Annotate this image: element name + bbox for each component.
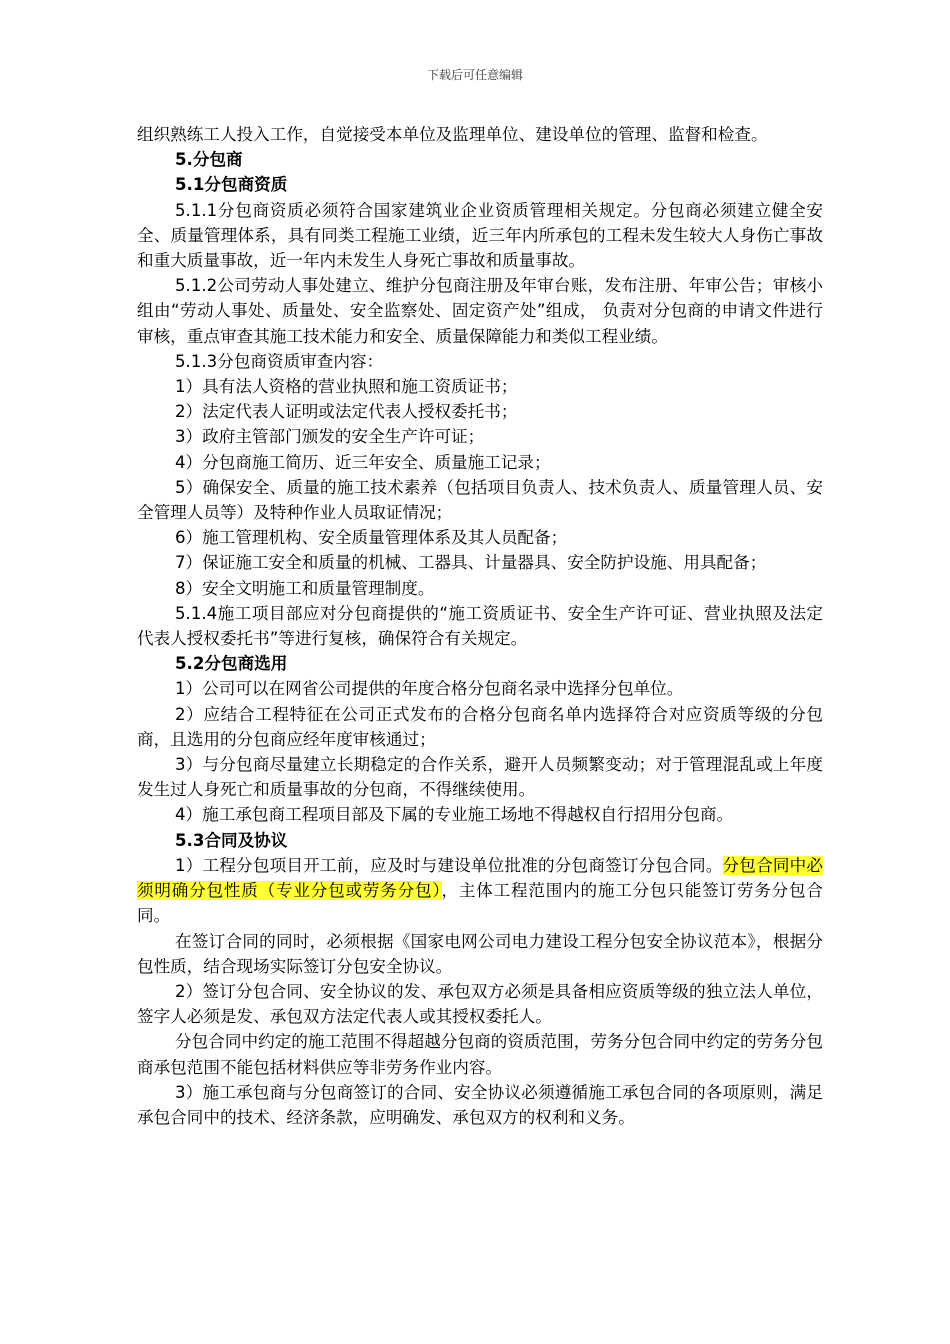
paragraph: 3）与分包商尽量建立长期稳定的合作关系，避开人员频繁变动；对于管理混乱或上年度发生过人身死亡和质量事故的分包商，不得继续使用。 [137,755,823,800]
paragraph: 8）安全文明施工和质量管理制度。 [175,578,435,598]
paragraph: 3）施工承包商与分包商签订的合同、安全协议必须遵循施工承包合同的各项原则，满足承包合同中的技术、经济条款，应明确发、承包双方的权利和义务。 [137,1082,823,1127]
paragraph: 7）保证施工安全和质量的机械、工器具、计量器具、安全防护设施、用具配备； [175,553,767,573]
paragraph: 5.1.2公司劳动人事处建立、维护分包商注册及年审台账，发布注册、年审公告；审核小组由“劳动人事处、质量处、安全监察处、固定资产处”组成， 负责对分包商的申请文件进行审核，重点审查其施工技术能力和安全、质量保障能力和类似工程业绩。 [137,276,823,346]
paragraph: 4）施工承包商工程项目部及下属的专业施工场地不得越权自行招用分包商。 [175,805,734,825]
page-header-note: 下载后可任意编辑 [426,68,523,82]
section-heading: 5.2分包商选用 [175,654,288,674]
section-heading: 5.3合同及协议 [175,830,288,850]
paragraph: 在签订合同的同时，必须根据《国家电网公司电力建设工程分包安全协议范本》，根据分包性质，结合现场实际签订分包安全协议。 [137,931,823,976]
paragraph-text: 1）工程分包项目开工前，应及时与建设单位批准的分包商签订分包合同。 [175,855,723,875]
highlighted-text: 分包合同中必须明确分包性质（专业分包或劳务分包） [137,855,823,901]
paragraph: 6）施工管理机构、安全质量管理体系及其人员配备； [175,528,568,548]
paragraph: 3）政府主管部门颁发的安全生产许可证； [175,427,485,447]
paragraph: 1）具有法人资格的营业执照和施工资质证书； [175,377,518,397]
paragraph: 5.1.1分包商资质必须符合国家建筑业企业资质管理相关规定。分包商必须建立健全安全、质量管理体系，具有同类工程施工业绩，近三年内所承包的工程未发生较大人身伤亡事故和重大质量事故，近一年内未发生人身死亡事故和质量事故。 [137,200,823,271]
paragraph: 组织熟练工人投入工作，自觉接受本单位及监理单位、建设单位的管理、监督和检查。 [137,125,768,144]
paragraph: 2）签订分包合同、安全协议的发、承包双方必须是具备相应资质等级的独立法人单位，签字人必须是发、承包双方法定代表人或其授权委托人。 [137,981,823,1027]
paragraph: 2）法定代表人证明或法定代表人授权委托书； [175,402,518,422]
document-body [137,122,823,1130]
section-heading: 5.1分包商资质 [175,175,288,195]
paragraph: 4）分包商施工简历、近三年安全、质量施工记录； [175,452,551,472]
paragraph [137,853,823,929]
paragraph: 5.1.4施工项目部应对分包商提供的“施工资质证书、安全生产许可证、营业执照及法定代表人授权委托书”等进行复核，确保符合有关规定。 [137,603,823,649]
paragraph: 5）确保安全、质量的施工技术素养（包括项目负责人、技术负责人、质量管理人员、安全管理人员等）及特种作业人员取证情况； [137,477,823,523]
paragraph-text: ，主体工程范围内的施工分包只能签订劳务分包合同。 [137,881,824,926]
section-heading: 5.分包商 [175,150,243,170]
paragraph: 5.1.3分包商资质审查内容： [175,351,384,371]
paragraph: 2）应结合工程特征在公司正式发布的合格分包商名单内选择符合对应资质等级的分包商，且选用的分包商应经年度审核通过； [137,704,823,749]
paragraph: 分包合同中约定的施工范围不得超越分包商的资质范围，劳务分包合同中约定的劳务分包商承包范围不能包括材料供应等非劳务作业内容。 [137,1032,823,1077]
paragraph: 1）公司可以在网省公司提供的年度合格分包商名录中选择分包单位。 [175,679,684,699]
